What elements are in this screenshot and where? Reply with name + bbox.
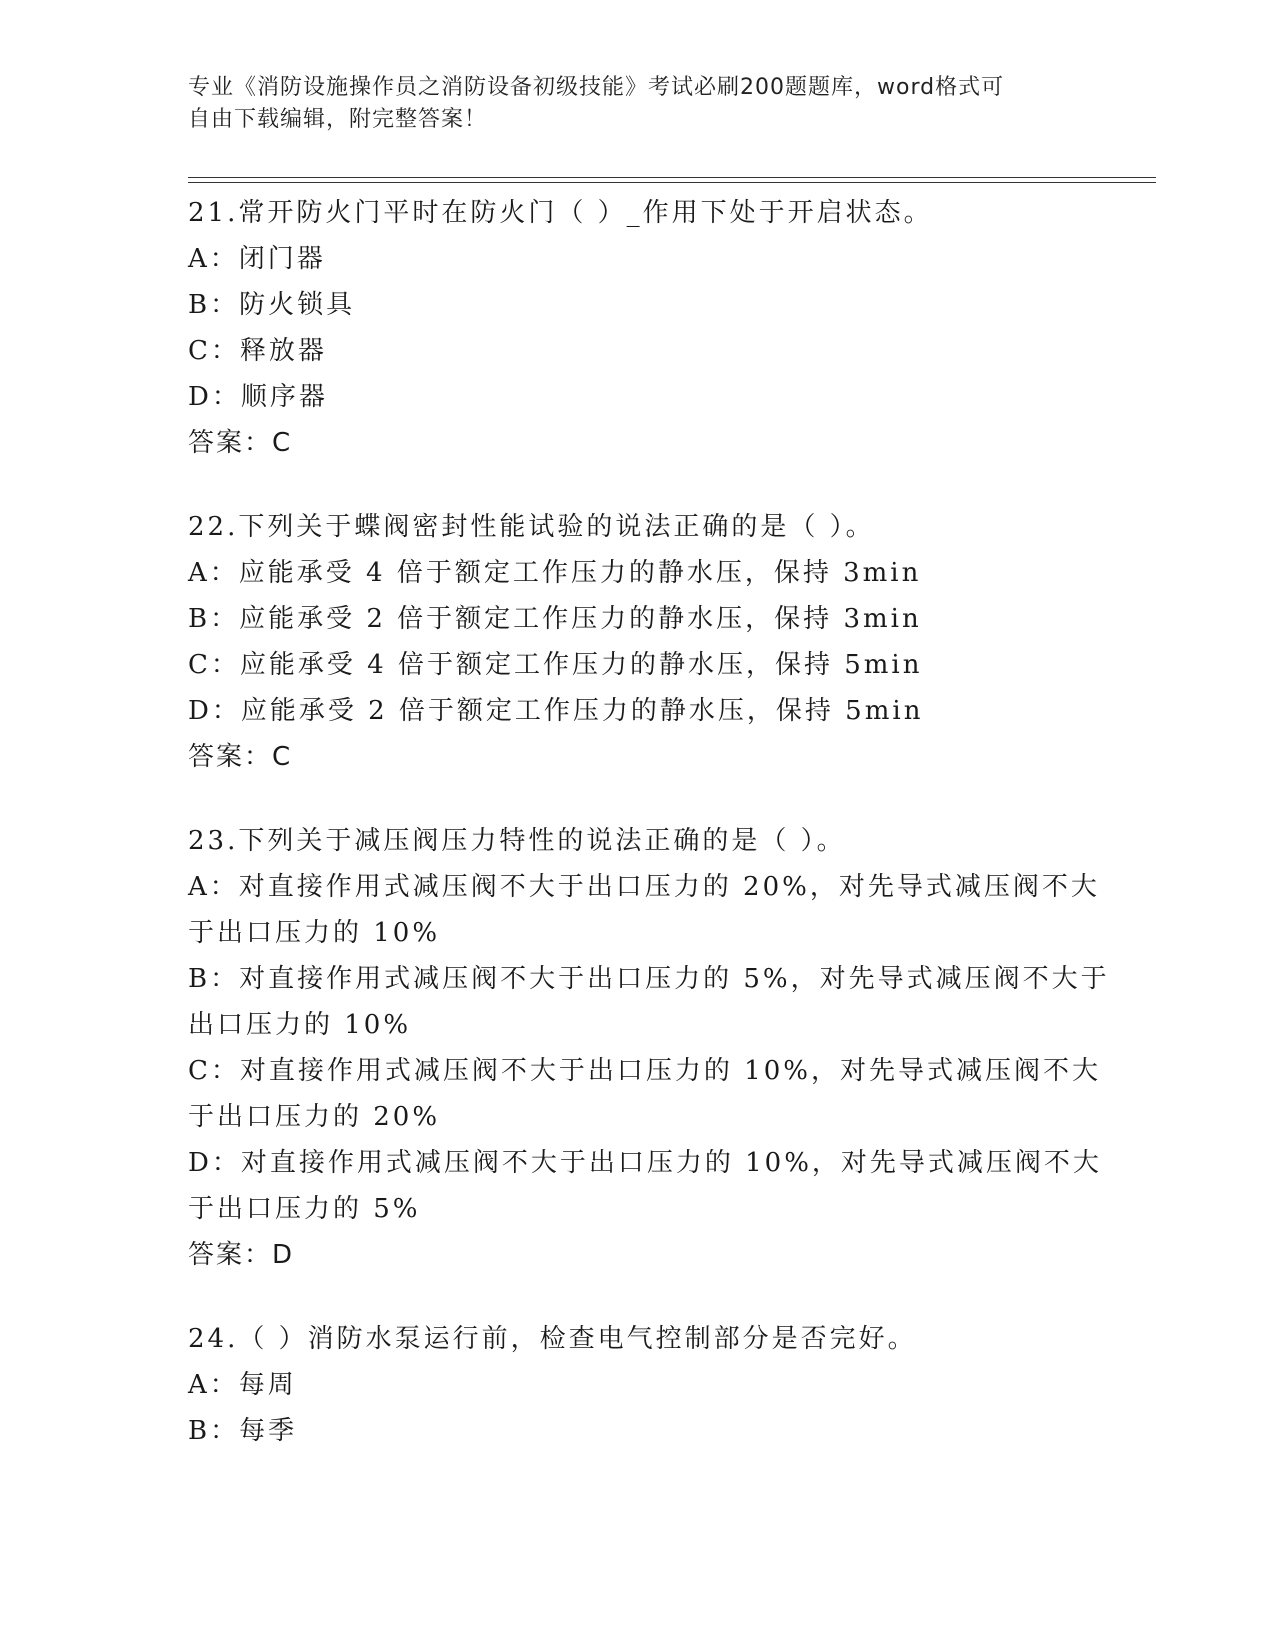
option-line: D：顺序器 bbox=[188, 382, 328, 412]
option-line: C：释放器 bbox=[188, 336, 327, 366]
question-stem: 24.（ ）消防水泵运行前，检查电气控制部分是否完好。 bbox=[188, 1324, 917, 1354]
option-line: A：应能承受 4 倍于额定工作压力的静水压，保持 3min bbox=[188, 558, 922, 588]
answer-line: 答案：D bbox=[188, 1240, 295, 1270]
question-stem: 22.下列关于蝶阀密封性能试验的说法正确的是（ ）。 bbox=[188, 512, 875, 542]
option-line: A：闭门器 bbox=[188, 244, 326, 274]
option-line: 于出口压力的 5% bbox=[188, 1194, 421, 1224]
question-block bbox=[188, 818, 1110, 1278]
option-line: A：每周 bbox=[188, 1370, 297, 1400]
question-block bbox=[188, 504, 1088, 780]
header-divider-bottom bbox=[188, 182, 1156, 183]
option-line: C：对直接作用式减压阀不大于出口压力的 10%，对先导式减压阀不大 bbox=[188, 1056, 1101, 1086]
answer-line: 答案：C bbox=[188, 428, 293, 458]
question-block bbox=[188, 1316, 1088, 1454]
header-line-2: 自由下载编辑，附完整答案！ bbox=[188, 107, 488, 132]
option-line: B：对直接作用式减压阀不大于出口压力的 5%，对先导式减压阀不大于 bbox=[188, 964, 1110, 994]
question-list bbox=[188, 190, 1110, 1492]
question-block bbox=[188, 190, 1088, 466]
option-line: 于出口压力的 20% bbox=[188, 1102, 441, 1132]
option-line: 于出口压力的 10% bbox=[188, 918, 441, 948]
option-line: 出口压力的 10% bbox=[188, 1010, 412, 1040]
header-line-1: 专业《消防设施操作员之消防设备初级技能》考试必刷200题题库，word格式可 bbox=[188, 75, 1005, 100]
option-line: B：应能承受 2 倍于额定工作压力的静水压，保持 3min bbox=[188, 604, 922, 634]
option-line: A：对直接作用式减压阀不大于出口压力的 20%，对先导式减压阀不大 bbox=[188, 872, 1100, 902]
document-header bbox=[188, 72, 1088, 136]
option-line: B：每季 bbox=[188, 1416, 298, 1446]
option-line: C：应能承受 4 倍于额定工作压力的静水压，保持 5min bbox=[188, 650, 923, 680]
option-line: D：应能承受 2 倍于额定工作压力的静水压，保持 5min bbox=[188, 696, 924, 726]
option-line: D：对直接作用式减压阀不大于出口压力的 10%，对先导式减压阀不大 bbox=[188, 1148, 1102, 1178]
header-divider-top bbox=[188, 177, 1156, 178]
option-line: B：防火锁具 bbox=[188, 290, 356, 320]
question-stem: 23.下列关于减压阀压力特性的说法正确的是（ ）。 bbox=[188, 826, 846, 856]
answer-line: 答案：C bbox=[188, 742, 293, 772]
question-stem: 21.常开防火门平时在防火门（ ）_作用下处于开启状态。 bbox=[188, 198, 933, 228]
